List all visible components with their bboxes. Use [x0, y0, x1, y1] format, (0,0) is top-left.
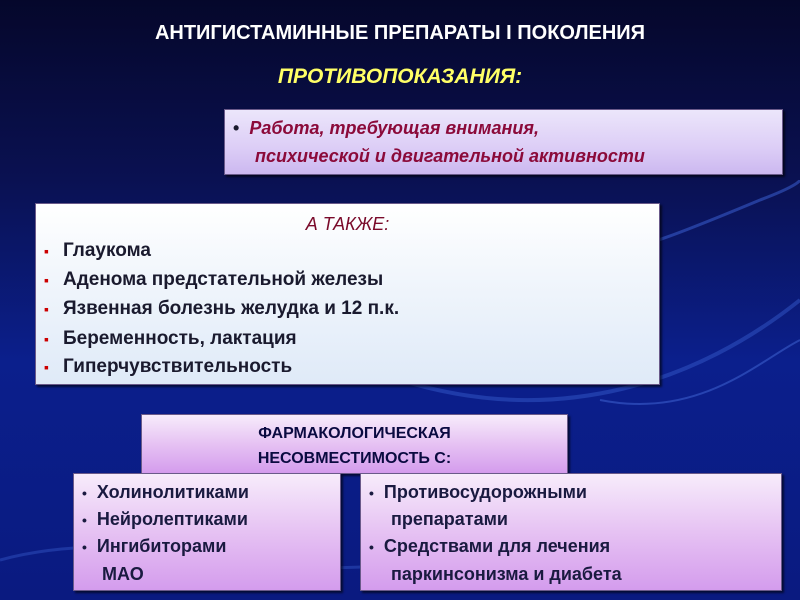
list-item — [369, 536, 610, 557]
bullet-icon: • — [369, 539, 374, 555]
bullet-icon: • — [82, 512, 87, 528]
list-item-text: Ингибиторами — [96, 536, 227, 556]
list-item-text: Холинолитиками — [96, 482, 249, 502]
list-item-text: Противосудорожными — [383, 482, 587, 502]
bullet-icon: • — [233, 118, 240, 138]
work-box-line2: психической и двигательной активности — [255, 146, 645, 166]
bullet-icon: • — [369, 485, 374, 501]
list-item-text: Глаукома — [62, 240, 151, 261]
list-item-text: Беременность, лактация — [62, 328, 297, 349]
list-item-text: Аденома предстательной железы — [62, 269, 384, 290]
bullet-icon: ▪ — [44, 301, 49, 317]
list-item-text: Гиперчувствительность — [62, 356, 293, 377]
bullet-icon: ▪ — [44, 359, 49, 375]
right-box — [360, 473, 782, 591]
list-item — [82, 482, 249, 503]
list-item — [369, 482, 587, 503]
list-item — [44, 356, 292, 378]
bullet-icon: • — [82, 485, 87, 501]
pharm-line1: ФАРМАКОЛОГИЧЕСКАЯ — [258, 425, 451, 442]
list-item — [44, 328, 297, 350]
also-heading: А ТАКЖЕ: — [305, 214, 390, 234]
slide-subtitle: ПРОТИВОПОКАЗАНИЯ: — [277, 65, 523, 88]
bullet-icon: ▪ — [44, 272, 49, 288]
bullet-icon: ▪ — [44, 331, 49, 347]
list-item — [82, 536, 226, 557]
slide-title: АНТИГИСТАМИННЫЕ ПРЕПАРАТЫ I ПОКОЛЕНИЯ — [154, 22, 646, 44]
list-item-continuation: паркинсонизма и диабета — [391, 564, 622, 584]
list-item — [44, 240, 151, 262]
bullet-icon: • — [82, 539, 87, 555]
list-item-text: Средствами для лечения — [383, 536, 611, 556]
work-box-line1 — [233, 118, 539, 139]
list-item-text: Язвенная болезнь желудка и 12 п.к. — [62, 298, 400, 319]
list-item — [44, 298, 399, 320]
list-item-text: Нейролептиками — [96, 509, 248, 529]
pharm-box — [141, 414, 568, 474]
left-box — [73, 473, 341, 591]
list-item — [44, 269, 383, 291]
list-item — [82, 509, 248, 530]
pharm-line2: НЕСОВМЕСТИМОСТЬ С: — [257, 450, 452, 467]
work-box — [224, 109, 783, 175]
bullet-icon: ▪ — [44, 243, 49, 259]
list-item-continuation: препаратами — [391, 509, 508, 529]
list-item-continuation: МАО — [102, 564, 144, 584]
also-box — [35, 203, 660, 385]
work-box-text1: Работа, требующая внимания, — [249, 118, 539, 138]
